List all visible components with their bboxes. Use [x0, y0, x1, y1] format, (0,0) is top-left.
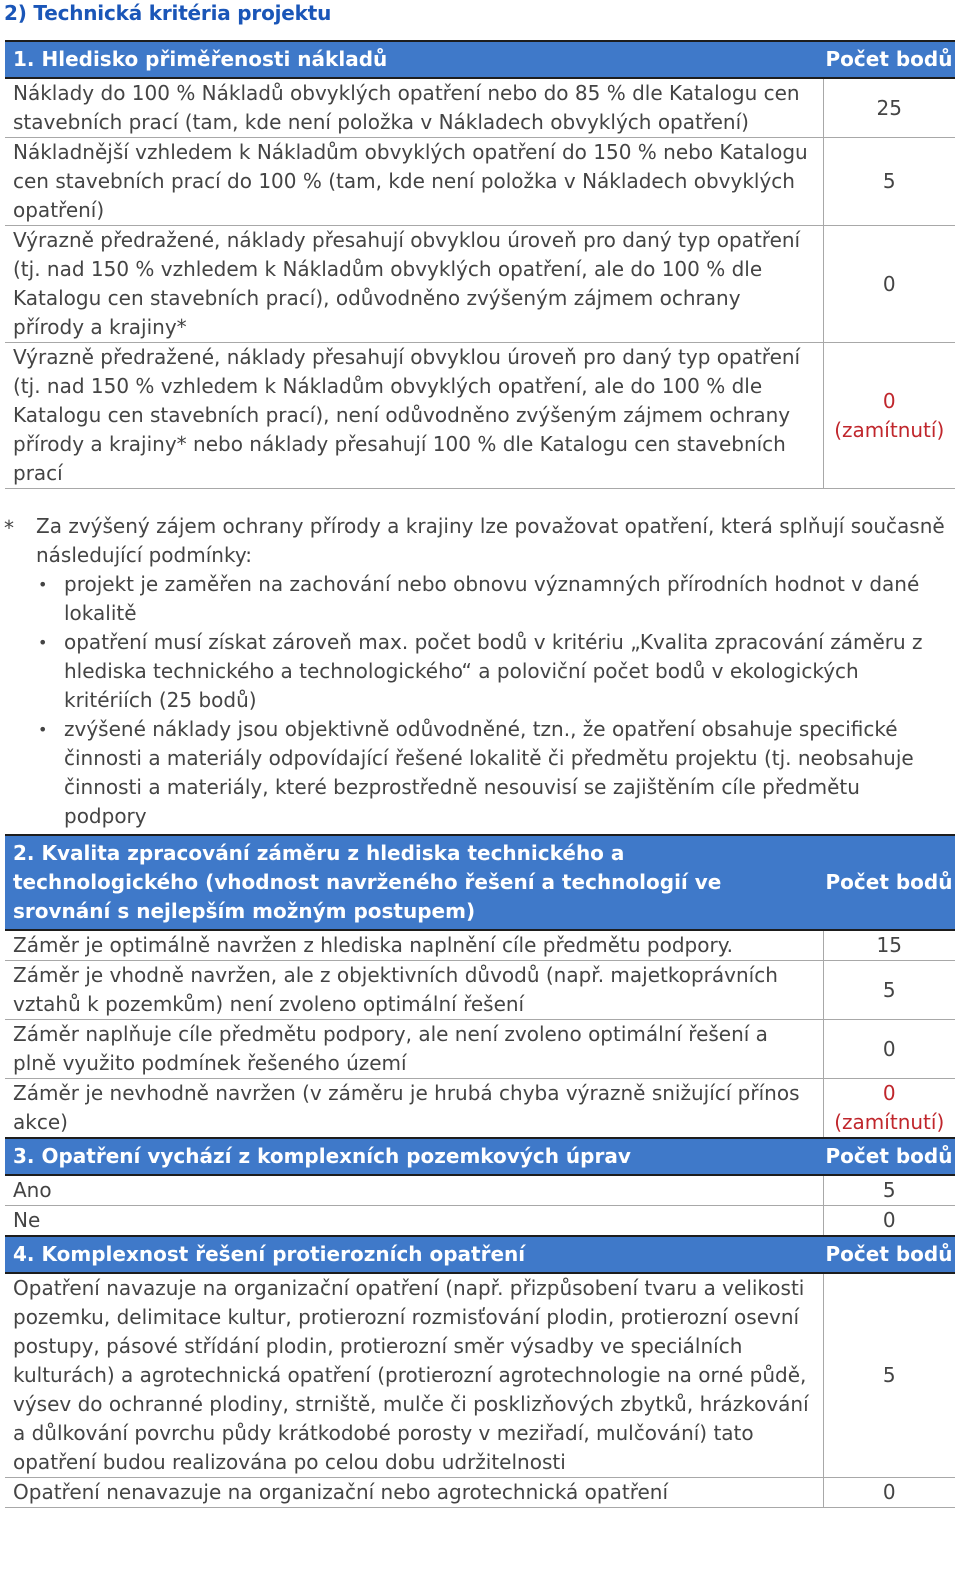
criterion-description: Opatření nenavazuje na organizační nebo agrotechnická opatření: [5, 1478, 823, 1508]
bullet-icon: •: [38, 575, 48, 594]
criterion-title: 3. Opatření vychází z komplexních pozemkových úprav: [5, 1138, 823, 1175]
criterion-description: Výrazně předražené, náklady přesahují obvyklou úroveň pro daný typ opatření (tj. nad 150 % vzhledem k Nákladům obvyklých opatření, ale do 100 % dle Katalogu cen stavebních prací), není odůvodněno zvýšeným zájmem ochrany přírody a krajiny* nebo náklady přesahují 100 % dle Katalogu cen stavebních prací: [5, 343, 823, 489]
points-value: 5: [823, 138, 955, 226]
points-value: 0: [823, 1020, 955, 1079]
points-header: Počet bodů: [823, 1138, 955, 1175]
table-header: [5, 1236, 955, 1273]
bullet-icon: •: [38, 720, 48, 739]
rejection-note: (zamítnutí): [834, 417, 945, 442]
criterion-description: Opatření navazuje na organizační opatření (např. přizpůsobení tvaru a velikosti pozemku, delimitace kultur, protierozní rozmisťování plodin, protierozní osevní postupy, pásové střídání plodin, protierozní směr výsadby ve speciálních kulturách) a agrotechnická opatření (protierozní agrotechnologie na orné půdě, výsev do ochranné plodiny, strniště, mulče či posklizňových zbytků, hrázkování a důlkování povrchu půdy krátkodobé porosty v meziřadí, mulčování) tato opatření budou realizována po celou dobu udržitelnosti: [5, 1273, 823, 1478]
list-item-text: projekt je zaměřen na zachování nebo obnovu významných přírodních hodnot v dané lokalitě: [64, 572, 920, 625]
points-header: Počet bodů: [823, 41, 955, 78]
criterion-description: Nákladnější vzhledem k Nákladům obvyklých opatření do 150 % nebo Katalogu cen stavebních prací do 100 % (tam, kde není položka v Nákladech obvyklých opatření): [5, 138, 823, 226]
list-item-text: zvýšené náklady jsou objektivně odůvodněné, tzn., že opatření obsahuje specifické činnosti a materiály odpovídající řešené lokalitě či předmětu projektu (tj. neobsahuje činnosti a materiály, které bezprostředně nesouvisí se zajištěním cíle předmětu podpory: [64, 717, 914, 828]
list-item: [36, 570, 946, 628]
points-cell: [823, 1079, 955, 1139]
table-header: [5, 835, 955, 930]
table-row: [5, 343, 955, 489]
points-value: 25: [823, 78, 955, 138]
bullet-icon: •: [38, 633, 48, 652]
points-header: Počet bodů: [823, 1236, 955, 1273]
table-row: [5, 961, 955, 1020]
points-value: 0: [882, 1081, 896, 1105]
table-row: [5, 1273, 955, 1478]
criterion-description: Ano: [5, 1175, 823, 1206]
criteria-table-cost: [5, 40, 955, 489]
criterion-description: Záměr je nevhodně navržen (v záměru je hrubá chyba výrazně snižující přínos akce): [5, 1079, 823, 1139]
table-row: [5, 1020, 955, 1079]
section-title: 2) Technická kritéria projektu: [4, 1, 332, 25]
table-row: [5, 930, 955, 961]
points-value: 0: [823, 226, 955, 343]
table-row: [5, 1079, 955, 1139]
list-item: [36, 715, 946, 831]
table-row: [5, 138, 955, 226]
criteria-table-technical: [5, 834, 955, 1508]
criterion-description: Záměr je optimálně navržen z hlediska naplnění cíle předmětu podpory.: [5, 930, 823, 961]
points-value: 5: [823, 1273, 955, 1478]
list-item: [36, 628, 946, 715]
points-value: 0: [882, 388, 896, 413]
points-header: Počet bodů: [823, 835, 955, 930]
points-value: 0: [823, 1206, 955, 1237]
table-row: [5, 226, 955, 343]
footnote-marker: *: [4, 516, 14, 540]
points-value: 15: [823, 930, 955, 961]
footnote-list: [36, 570, 946, 831]
table-row: [5, 78, 955, 138]
table-header: [5, 1138, 955, 1175]
criterion-title: 1. Hledisko přiměřenosti nákladů: [5, 41, 823, 78]
points-value: 5: [823, 961, 955, 1020]
criterion-description: Náklady do 100 % Nákladů obvyklých opatření nebo do 85 % dle Katalogu cen stavebních prací (tam, kde není položka v Nákladech obvyklých opatření): [5, 78, 823, 138]
table-row: [5, 1206, 955, 1237]
footnote-intro: Za zvýšený zájem ochrany přírody a krajiny lze považovat opatření, která splňují současně následující podmínky:: [36, 514, 945, 567]
table-row: [5, 1478, 955, 1508]
criterion-description: Záměr naplňuje cíle předmětu podpory, ale není zvoleno optimální řešení a plně využito podmínek řešeného území: [5, 1020, 823, 1079]
points-value: 0: [823, 1478, 955, 1508]
criterion-title: 4. Komplexnost řešení protierozních opatření: [5, 1236, 823, 1273]
criterion-description: Výrazně předražené, náklady přesahují obvyklou úroveň pro daný typ opatření (tj. nad 150 % vzhledem k Nákladům obvyklých opatření, ale do 100 % dle Katalogu cen stavebních prací), odůvodněno zvýšeným zájmem ochrany přírody a krajiny*: [5, 226, 823, 343]
rejection-note: (zamítnutí): [834, 1110, 945, 1134]
table-header: [5, 41, 955, 78]
criterion-description: Záměr je vhodně navržen, ale z objektivních důvodů (např. majetkoprávních vztahů k pozemkům) není zvoleno optimální řešení: [5, 961, 823, 1020]
table-row: [5, 1175, 955, 1206]
list-item-text: opatření musí získat zároveň max. počet bodů v kritériu „Kvalita zpracování záměru z hlediska technického a technologického“ a poloviční počet bodů v ekologických kritériích (25 bodů): [64, 630, 923, 712]
points-value: 5: [823, 1175, 955, 1206]
criterion-title: 2. Kvalita zpracování záměru z hlediska technického a technologického (vhodnost navrženého řešení a technologií ve srovnání s nejlepším možným postupem): [5, 835, 823, 930]
criterion-description: Ne: [5, 1206, 823, 1237]
points-cell: [823, 343, 955, 489]
